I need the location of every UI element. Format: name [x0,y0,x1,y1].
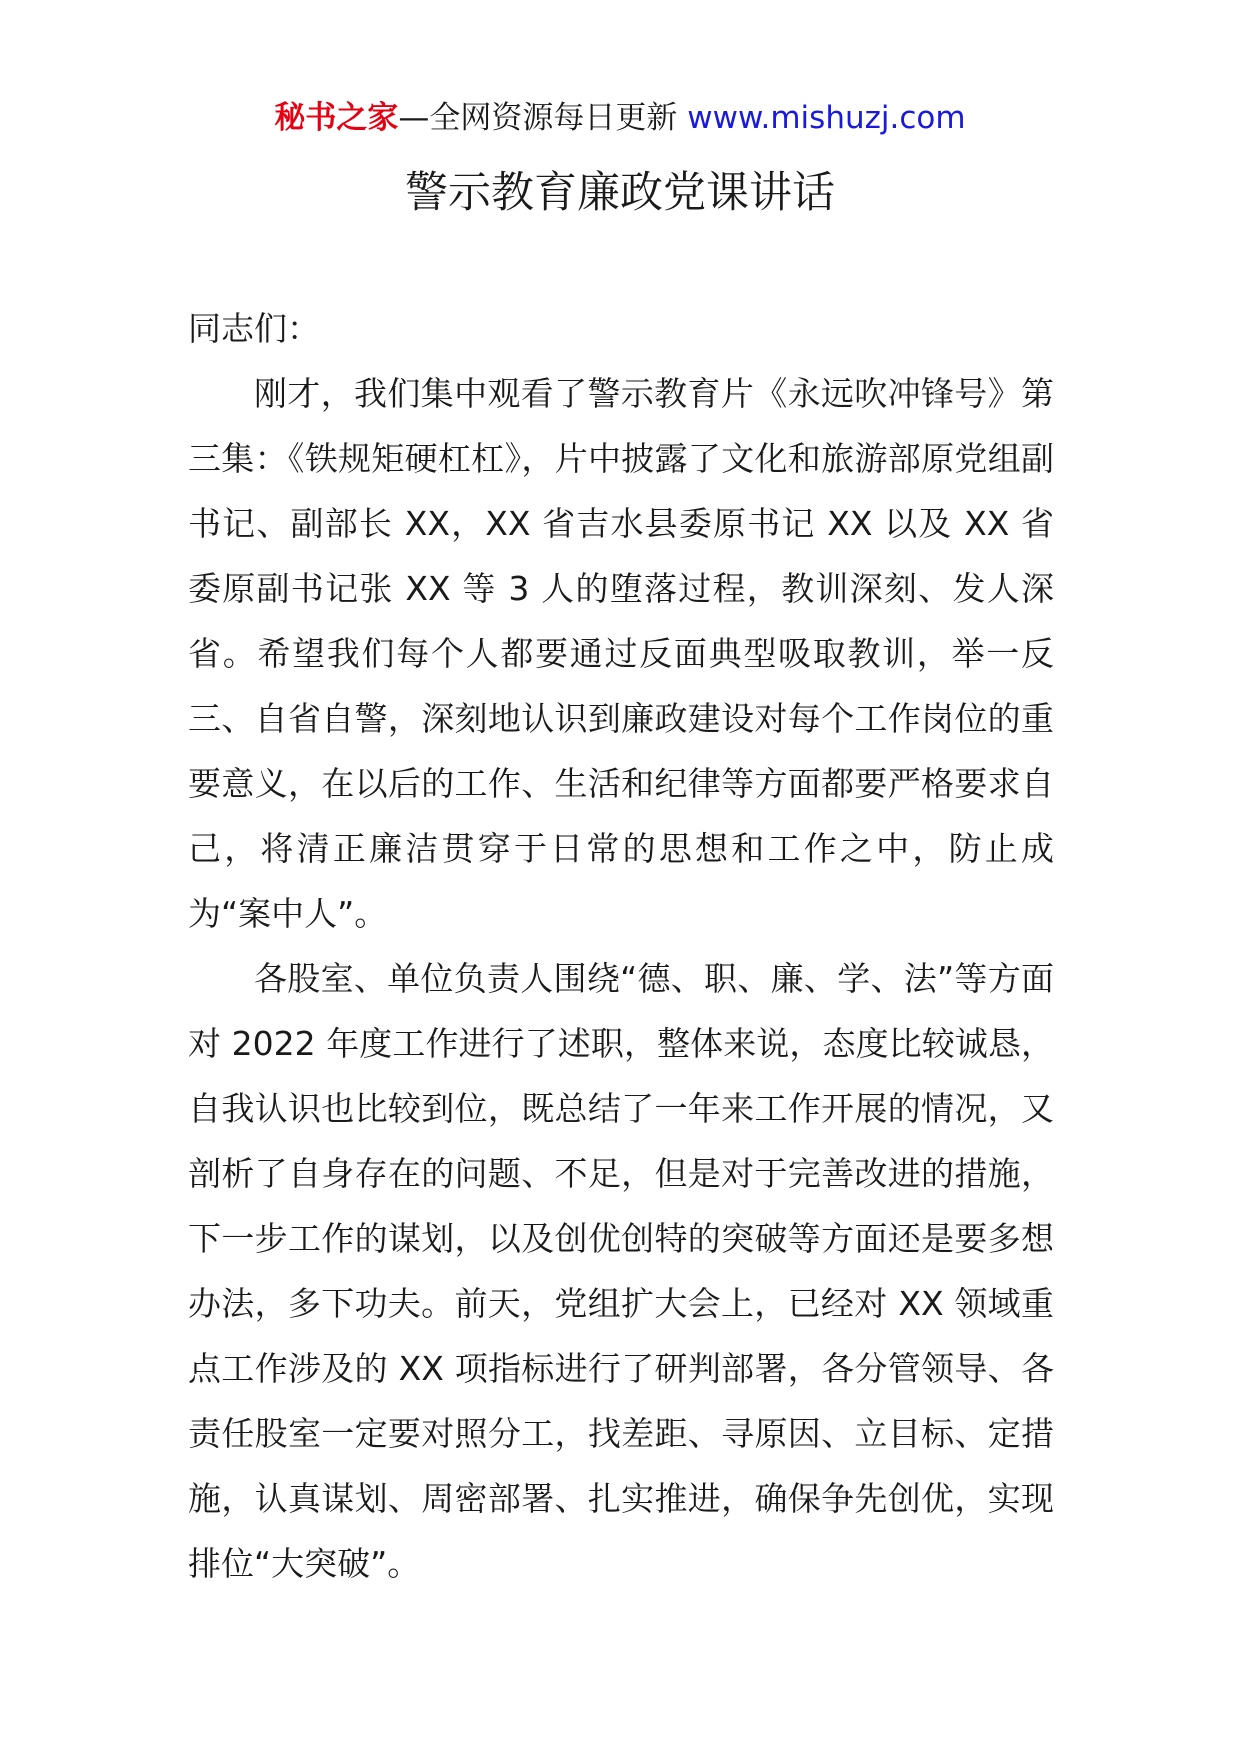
brand-name: 秘书之家 [274,100,399,136]
document-body [188,296,1054,1596]
paragraph-2: 各股室、单位负责人围绕“德、职、廉、学、法”等方面对 2022 年度工作进行了述职，整体来说，态度比较诚恳，自我认识也比较到位，既总结了一年来工作开展的情况，又剖析了自身存在的问题、不足，但是对于完善改进的措施，下一步工作的谋划，以及创优创特的突破等方面还是要多想办法，多下功夫。前天，党组扩大会上，已经对 XX 领域重点工作涉及的 XX 项指标进行了研判部署，各分管领导、各责任股室一定要对照分工，找差距、寻原因、立目标、定措施，认真谋划、周密部署、扎实推进，确保争先创优，实现排位“大突破”。 [188,959,1054,1583]
site-url: www.mishuzj.com [687,100,966,136]
paragraph-1: 刚才，我们集中观看了警示教育片《永远吹冲锋号》第三集：《铁规矩硬杠杠》，片中披露了文化和旅游部原党组副书记、副部长 XX，XX 省吉水县委原书记 XX 以及 XX 省委原副书记张 XX 等 3 人的堕落过程，教训深刻、发人深省。希望我们每个人都要通过反面典型吸取教训，举一反三、自省自警，深刻地认识到廉政建设对每个工作岗位的重要意义，在以后的工作、生活和纪律等方面都要严格要求自己，将清正廉洁贯穿于日常的思想和工作之中，防止成为“案中人”。 [188,374,1054,933]
salutation: 同志们： [188,309,320,348]
header-tagline: —全网资源每日更新 [398,100,688,136]
document-title: 警示教育廉政党课讲话 [405,168,835,218]
site-header [0,98,1240,138]
